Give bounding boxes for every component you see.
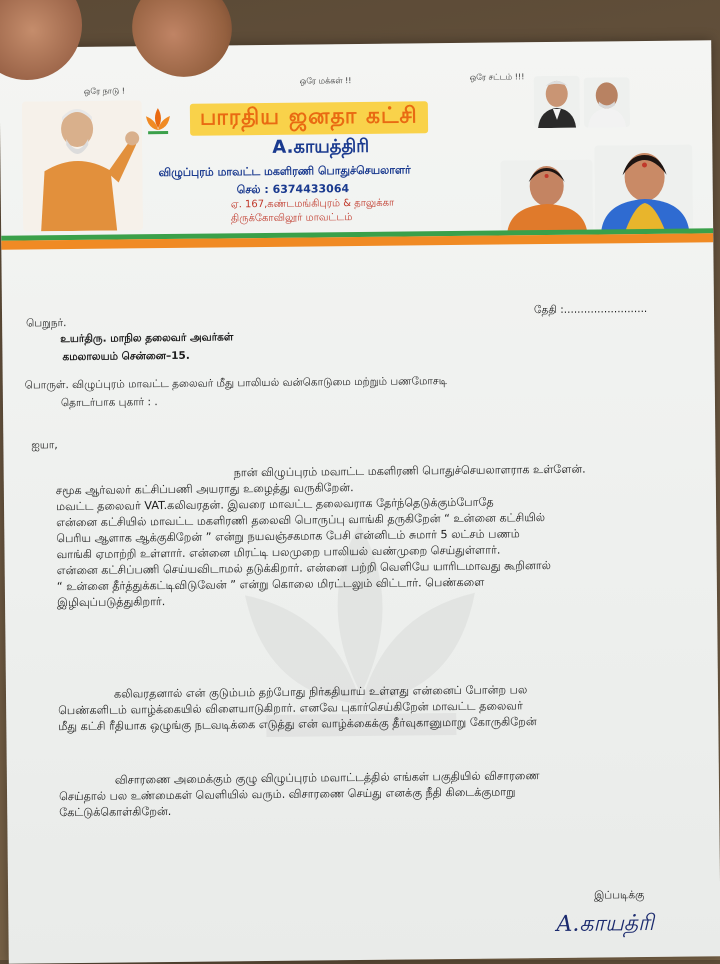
- closing: இப்படிக்கு: [594, 889, 645, 902]
- slogan-2: ஒரே மக்கள் !!: [299, 76, 352, 86]
- paragraph-3-line: விசாரணை அமைக்கும் குழு விழுப்புரம் மவாட்டத்தில் எங்கள் பகுதியில் விசாரணை: [114, 769, 540, 787]
- member-portrait-2: [594, 145, 693, 232]
- leader-portrait-left: [22, 100, 143, 231]
- paragraph-2-line: கலிவரதனால் என் குடும்பம் தற்போது நிர்கதியாய் உள்ளது என்னைப் போன்ற பல: [113, 683, 528, 701]
- lotus-logo-icon: [140, 104, 176, 138]
- paragraph-3: [59, 768, 540, 821]
- subject-line-1: பொருள். விழுப்புரம் மாவட்ட தலைவர் மீது பாலியல் வன்கொடுமை மற்றும் பணமோசடி: [24, 375, 448, 392]
- paragraph-1: [56, 462, 588, 612]
- member-portrait-1: [500, 160, 593, 233]
- to-label: பெறுநர்.: [26, 317, 67, 330]
- paragraph-1-line: என்னை கட்சியில் மாவட்ட மகளிரணி தலைவி பொருப்பு வாங்கி தருகிறேன் “ உன்னை கட்சியில்: [56, 511, 546, 530]
- letter-paper: [0, 40, 720, 963]
- paragraph-3-line: கேட்டுக்கொள்கிறேன்.: [59, 804, 172, 820]
- letterhead: [0, 40, 713, 257]
- paragraph-1-line: நான் விழுப்புரம் மவாட்ட மகளிரணி பொதுச்செயலாளராக உள்ளேன்.: [233, 462, 586, 480]
- salutation: ஐயா,: [31, 439, 58, 452]
- phone-number: செல் : 6374433064: [236, 182, 350, 197]
- person-name: A.காயத்திரி: [272, 135, 370, 158]
- subject-line-2: தொடர்பாக புகார் : .: [60, 396, 158, 410]
- paragraph-2-line: மீது கட்சி ரீதியாக ஒழுங்கு நடவடிக்கை எடுத்து என் வாழ்க்கைக்கு தீர்வுகானுமாறு கோருகிறேன்: [58, 715, 537, 734]
- leader-portrait-1: [534, 76, 581, 128]
- paragraph-1-line: மவட்ட தலைவர் VAT.கலிவரதன். இவரை மாவட்ட தலைவராக தேர்ந்தெடுக்கும்போதே: [55, 495, 494, 514]
- signature: A.காயத்ரி: [556, 910, 655, 937]
- paragraph-1-line: “ உன்னை தீர்த்துக்கட்டிவிடுவேன் ” என்று கொலை மிரட்டலும் விட்டார். பெண்களை: [56, 575, 485, 594]
- paragraph-1-line: என்னை கட்சிப்பணி செய்யவிடாமல் தடுக்கிறார். என்னை பற்றி வெளியே யாரிடமாவது கூறினால்: [56, 559, 552, 578]
- recipient-line-2: கமலாலயம் சென்னை–15.: [62, 349, 190, 364]
- paragraph-1-line: வாங்கி ஏமாற்றி உள்ளார். என்னை மிரட்டி பலமுறை பாலியல் வண்முறை செய்துள்ளார்.: [56, 543, 501, 562]
- recipient-line-1: உயர்திரு. மாநில தலைவர் அவர்கள்: [60, 331, 234, 346]
- address-line-2: திருக்கோவிலூர் மாவட்டம்: [230, 212, 353, 225]
- paragraph-1-line: இழிவுப்படுத்துகிறார்.: [56, 595, 166, 610]
- designation: விழுப்புரம் மாவட்ட மகளிரணி பொதுச்செயலாளர்: [158, 163, 411, 180]
- paragraph-1-line: பெரிய ஆளாக ஆக்குகிறேன் ” என்று நயவஞ்சகமாக பேசி என்னிடம் சுமார் 5 லட்சம் பணம்: [56, 527, 520, 546]
- slogan-3: ஒரே சட்டம் !!!: [469, 72, 525, 82]
- paragraph-3-line: செய்தால் பல உண்மைகள் வெளியில் வரும். விசாரணை செய்து எனக்கு நீதி கிடைக்குமாறு: [59, 785, 516, 804]
- slogan-1: ஒரே நாடு !: [83, 86, 125, 96]
- party-name: பாரதிய ஜனதா கட்சி: [190, 101, 428, 135]
- leader-portrait-2: [584, 77, 631, 127]
- paragraph-2: [58, 682, 537, 735]
- paragraph-1-line: சமூக ஆர்வலர் கட்சிப்பணி அயராது உழைத்து வருகிறேன்.: [55, 481, 354, 498]
- paragraph-2-line: பெண்களிடம் வாழ்க்கையில் விளையாடுகிறார். எனவே புகார்செய்கிறேன் மாவட்ட தலைவர்: [58, 699, 523, 718]
- date-label: தேதி :.........................: [533, 302, 648, 317]
- address-line-1: ஏ. 167,கண்டமங்கிபுரம் & தாலுக்கா: [230, 197, 395, 211]
